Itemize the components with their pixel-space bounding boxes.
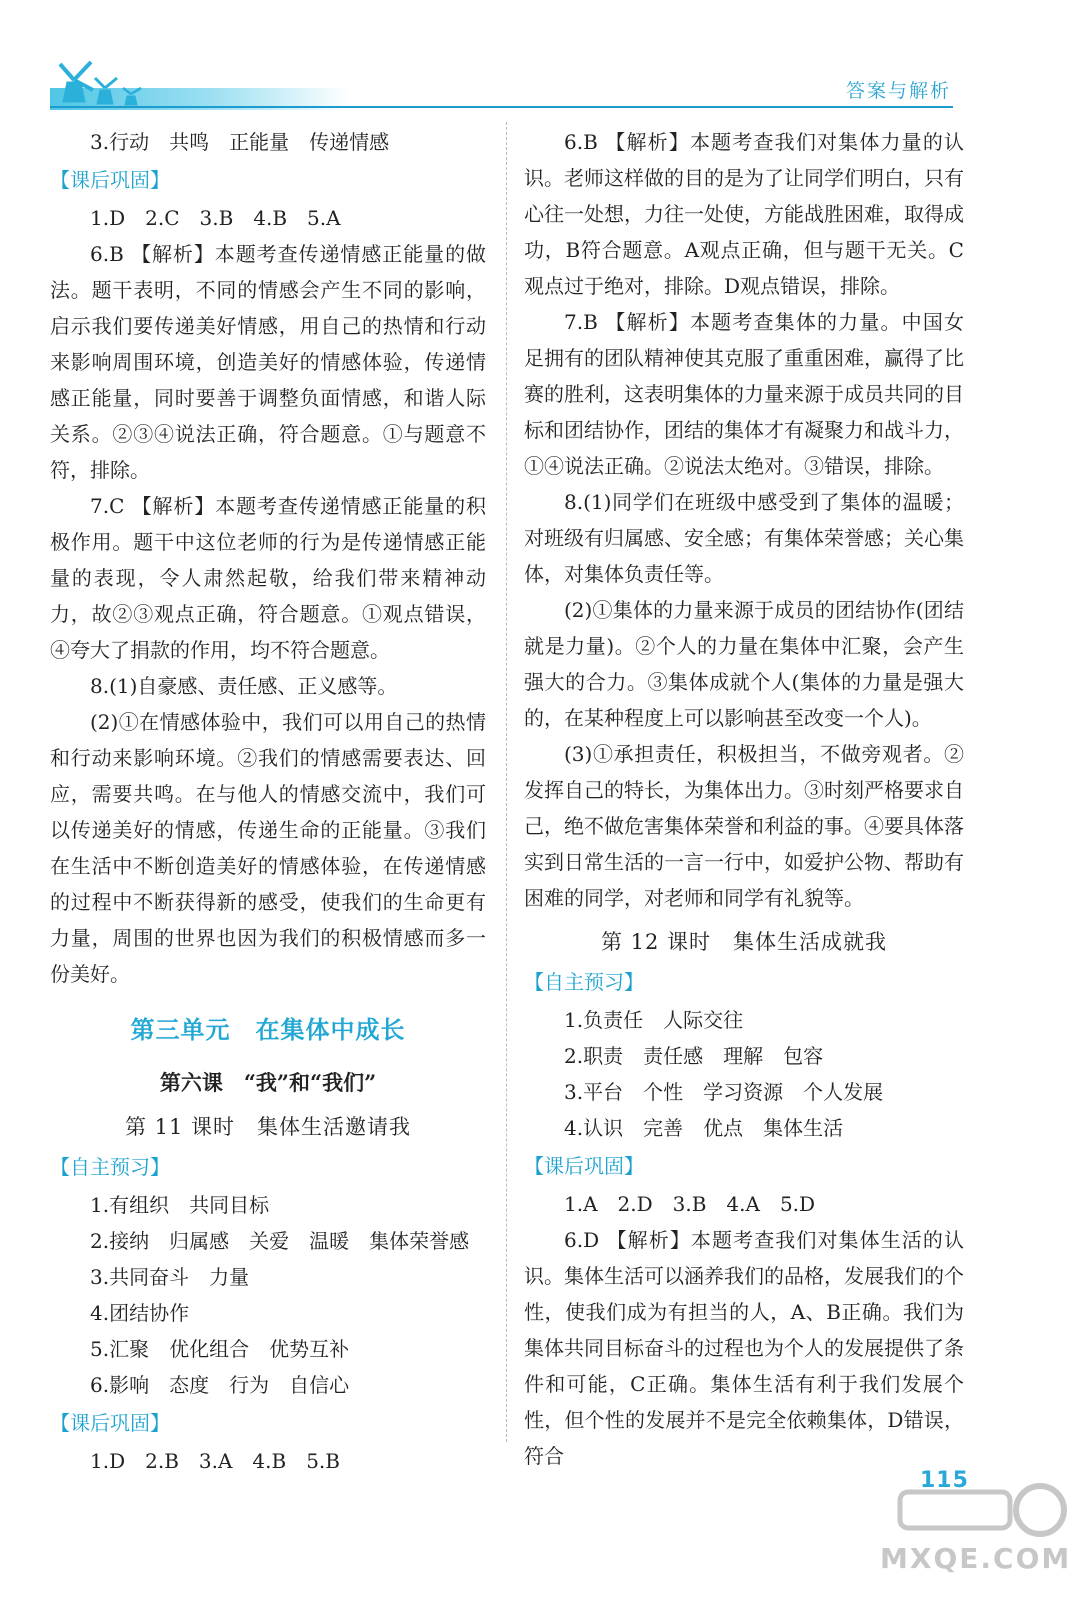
windmill-logo-icon <box>55 52 165 108</box>
answer-line: 3.行动 共鸣 正能量 传递情感 <box>90 130 390 154</box>
list-item: 3.平台 个性 学习资源 个人发展 <box>564 1080 884 1104</box>
answer-paragraph: 8.(1)同学们在班级中感受到了集体的温暖；对班级有归属感、安全感；有集体荣誉感；关心集体，对集体负责任等。 <box>524 490 964 586</box>
answer-paragraph: (2)①集体的力量来源于成员的团结协作(团结就是力量)。②个人的力量在集体中汇聚，会产生强大的合力。③集体成就个人(集体的力量是强大的，在某种程度上可以影响甚至改变一个人)。 <box>524 598 964 730</box>
section-tag: 【自主预习】 <box>524 970 644 994</box>
watermark-text: MXQE.COM <box>880 1542 1072 1575</box>
list-item: 1.负责任 人际交往 <box>564 1008 744 1032</box>
answer-paragraph: (3)①承担责任，积极担当，不做旁观者。②发挥自己的特长，为集体出力。③时刻严格要求自己，绝不做危害集体荣誉和利益的事。④要具体落实到日常生活的一言一行中，如爱护公物、帮助有困难的同学，对老师和同学有礼貌等。 <box>524 742 964 910</box>
page-number: 115 <box>920 1468 969 1493</box>
answer-paragraph: 6.B 【解析】本题考查传递情感正能量的做法。题干表明，不同的情感会产生不同的影响，启示我们要传递美好情感，用自己的热情和行动来影响周围环境，创造美好的情感体验，传递情感正能量，同时要善于调整负面情感，和谐人际关系。②③④说法正确，符合题意。①与题意不符，排除。 <box>50 242 486 482</box>
answer-line: 1.D 2.B 3.A 4.B 5.B <box>90 1449 340 1473</box>
left-column <box>50 124 486 1479</box>
answer-line: 1.A 2.D 3.B 4.A 5.D <box>564 1192 816 1216</box>
watermark-emblem-icon <box>880 1480 1080 1540</box>
header-rule <box>50 106 953 108</box>
header-title: 答案与解析 <box>845 80 951 102</box>
period-title: 第 11 课时 集体生活邀请我 <box>124 1115 412 1139</box>
list-item: 1.有组织 共同目标 <box>90 1193 270 1217</box>
answer-paragraph: 6.B 【解析】本题考查我们对集体力量的认识。老师这样做的目的是为了让同学们明白，只有心往一处想，力往一处使，方能战胜困难，取得成功，B符合题意。A观点正确，但与题干无关。C观点过于绝对，排除。D观点错误，排除。 <box>524 130 964 298</box>
column-divider <box>506 122 507 1442</box>
answer-paragraph: (2)①在情感体验中，我们可以用自己的热情和行动来影响环境。②我们的情感需要表达、回应，需要共鸣。在与他人的情感交流中，我们可以传递美好的情感，传递生命的正能量。③我们在生活中不断创造美好的情感体验，在传递情感的过程中不断获得新的感受，使我们的生命更有力量，周围的世界也因为我们的积极情感而多一份美好。 <box>50 710 486 986</box>
unit-title: 第三单元 在集体中成长 <box>130 1016 406 1044</box>
list-item: 5.汇聚 优化组合 优势互补 <box>90 1337 350 1361</box>
answer-paragraph: 7.C 【解析】本题考查传递情感正能量的积极作用。题干中这位老师的行为是传递情感正能量的表现，令人肃然起敬，给我们带来精神动力，故②③观点正确，符合题意。①观点错误，④夸大了捐款的作用，均不符合题意。 <box>50 494 486 662</box>
period-title: 第 12 课时 集体生活成就我 <box>600 930 888 954</box>
list-item: 6.影响 态度 行为 自信心 <box>90 1373 350 1397</box>
section-tag: 【自主预习】 <box>50 1155 170 1179</box>
list-item: 4.团结协作 <box>90 1301 190 1325</box>
list-item: 2.接纳 归属感 关爱 温暖 集体荣誉感 <box>90 1229 470 1253</box>
page-header <box>0 0 1091 115</box>
lesson-title: 第六课 “我”和“我们” <box>159 1070 377 1095</box>
section-tag: 【课后巩固】 <box>50 1411 170 1435</box>
right-column <box>524 124 964 1474</box>
list-item: 3.共同奋斗 力量 <box>90 1265 250 1289</box>
answer-line: 8.(1)自豪感、责任感、正义感等。 <box>90 674 398 698</box>
answer-paragraph: 7.B 【解析】本题考查集体的力量。中国女足拥有的团队精神使其克服了重重困难，赢得了比赛的胜利，这表明集体的力量来源于成员共同的目标和团结协作，团结的集体才有凝聚力和战斗力，①④说法正确。②说法太绝对。③错误，排除。 <box>524 310 964 478</box>
list-item: 4.认识 完善 优点 集体生活 <box>564 1116 844 1140</box>
answer-paragraph: 6.D 【解析】本题考查我们对集体生活的认识。集体生活可以涵养我们的品格，发展我们的个性，使我们成为有担当的人，A、B正确。我们为集体共同目标奋斗的过程也为个人的发展提供了条件和可能，C正确。集体生活有利于我们发展个性，但个性的发展并不是完全依赖集体，D错误，符合 <box>524 1228 964 1468</box>
section-tag: 【课后巩固】 <box>50 168 170 192</box>
answer-line: 1.D 2.C 3.B 4.B 5.A <box>90 206 341 230</box>
watermark-logo <box>880 1480 1080 1590</box>
list-item: 2.职责 责任感 理解 包容 <box>564 1044 824 1068</box>
section-tag: 【课后巩固】 <box>524 1154 644 1178</box>
